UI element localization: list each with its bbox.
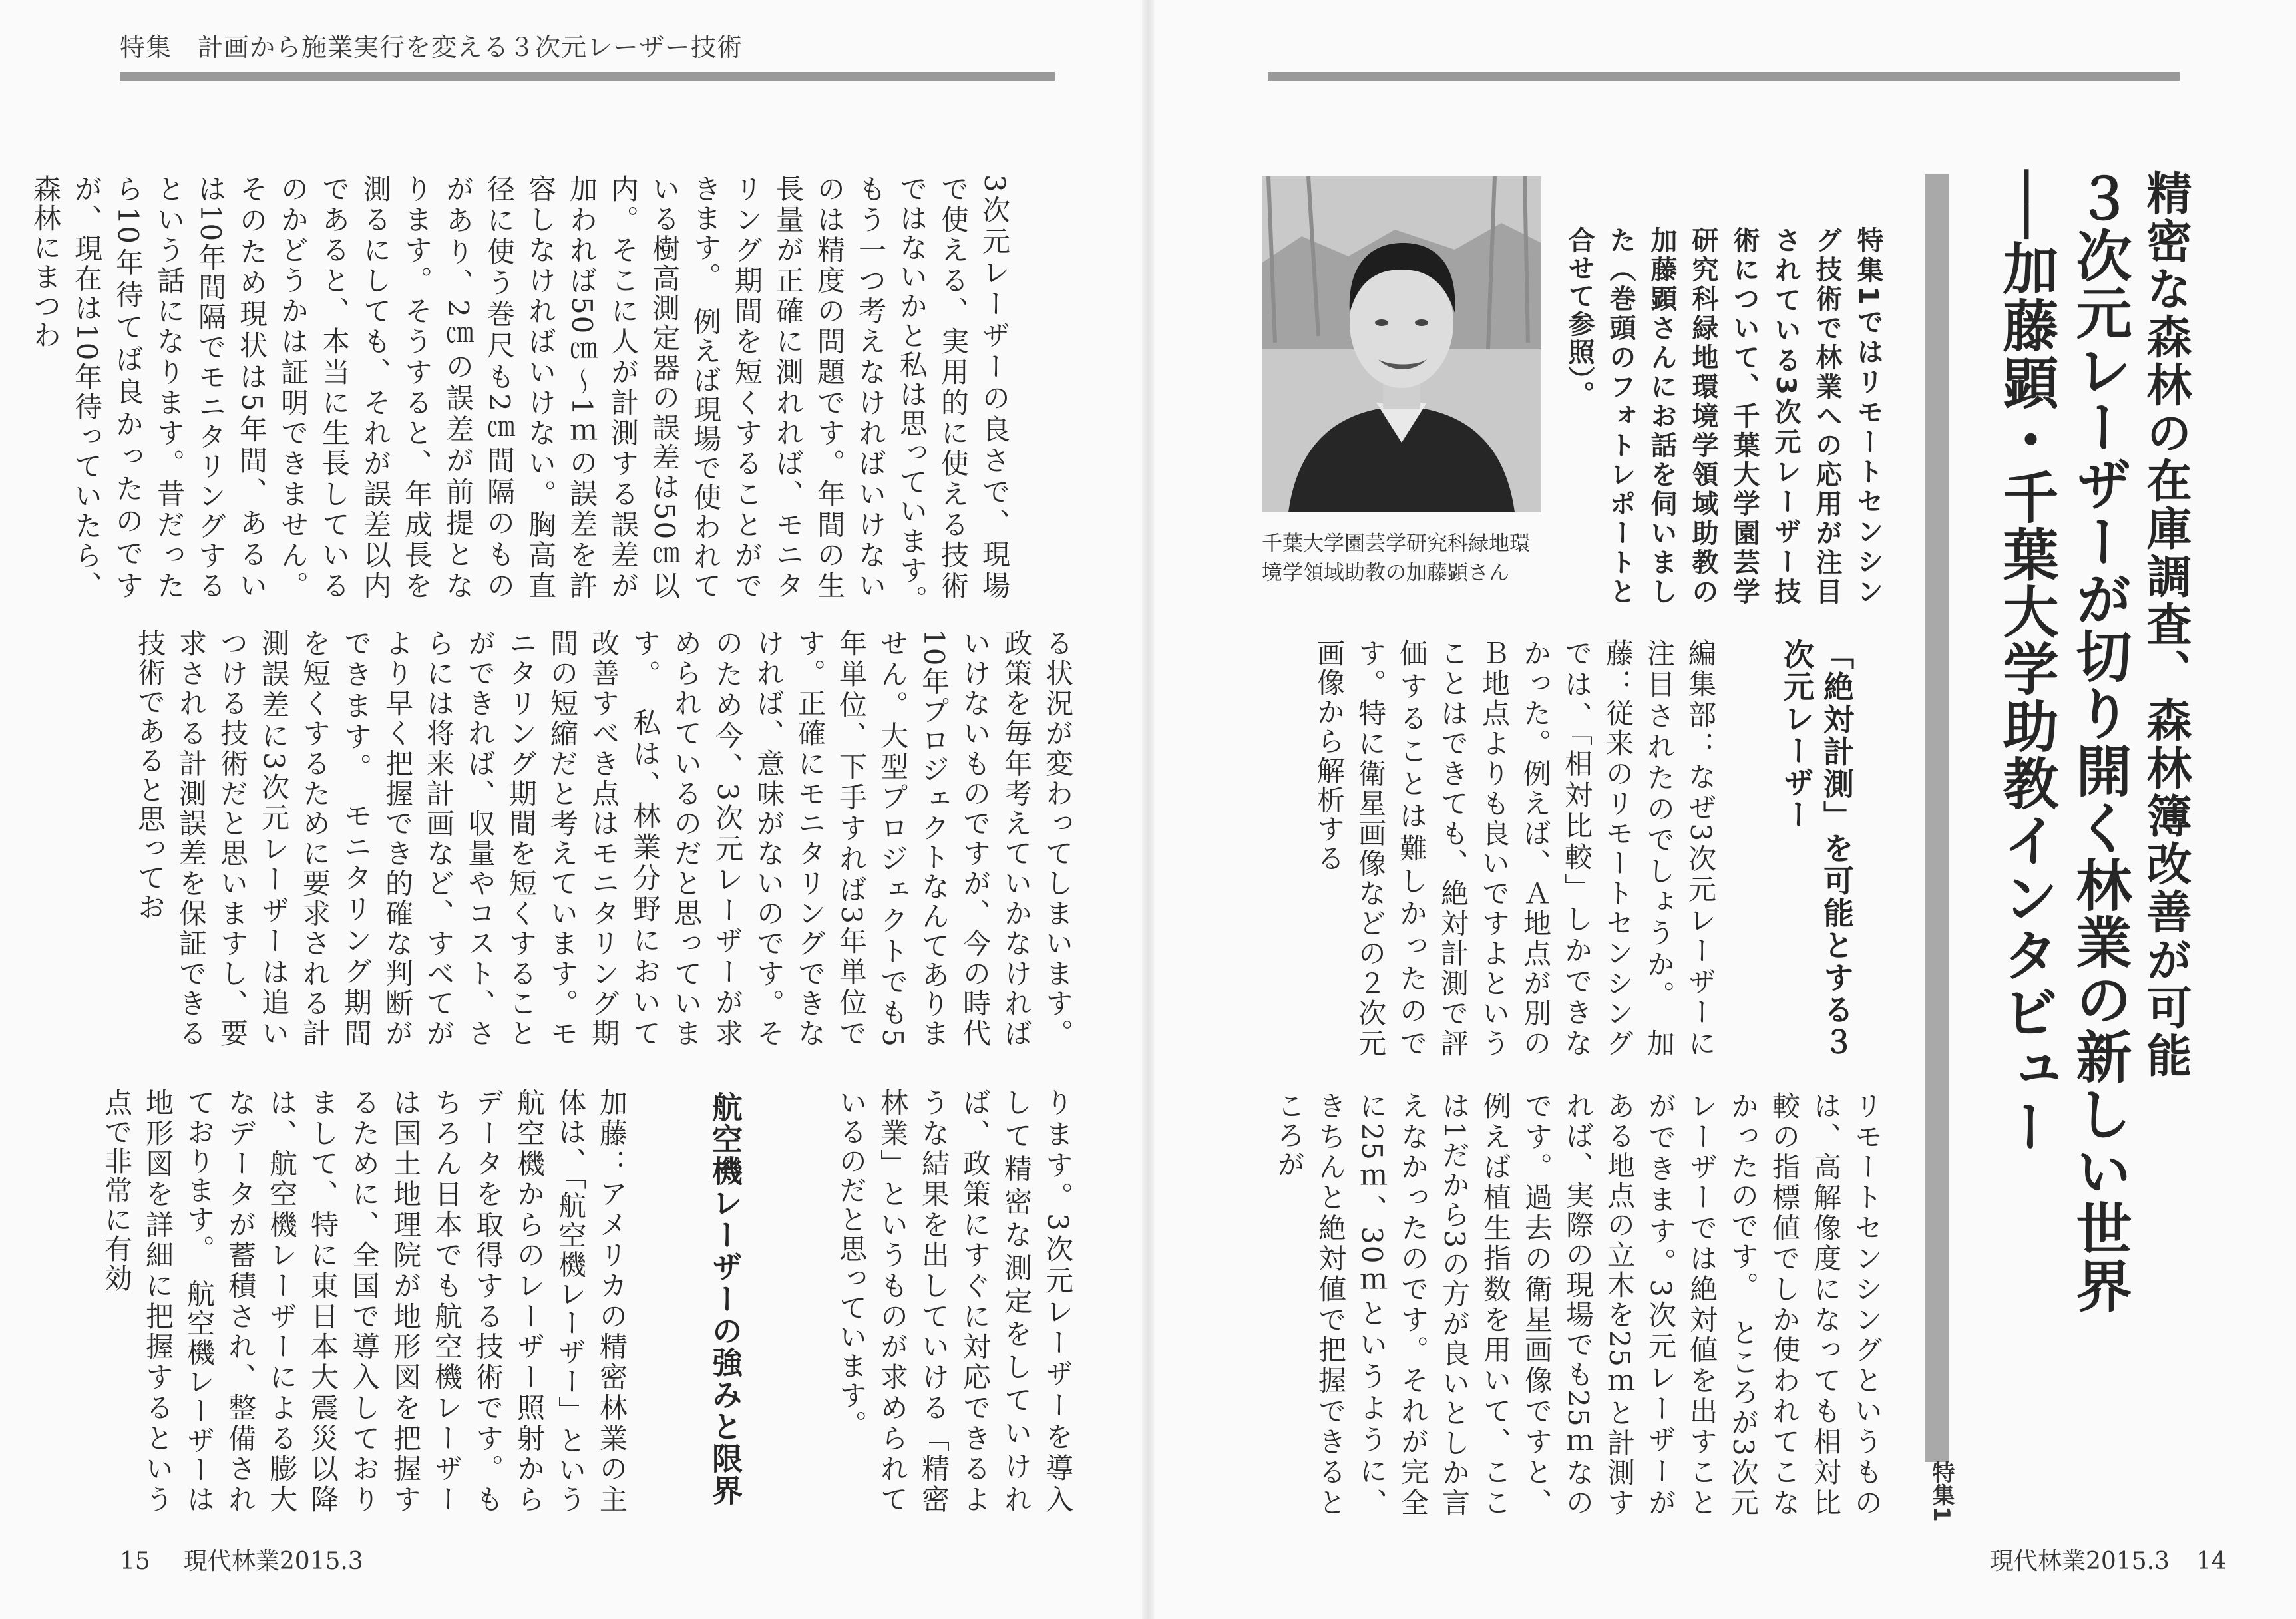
article-deck: 精密な森林の在庫調査、森林簿改善が可能 — [2139, 170, 2192, 1080]
right-body-upper: 編集部：なぜ3次元レーザーに注目されたのでしょうか。 加藤：従来のリモートセンシングでは、「相対比較」しかできなかった。例えば、Ａ地点が別のＢ地点よりも良いですよということはできても、絶対計測で評価することは難しかったのです。特に衛星画像などの２次元画像から解析する — [1313, 639, 1717, 1058]
left-body-lower-a: ります。3次元レーザーを導入して精密な測定をしていければ、政策にすぐに対応できるような結果を出していける「精密林業」というものが求められているのだと思っています。 — [835, 1088, 1074, 1514]
folio-left — [120, 1542, 363, 1576]
article-title-main: ３次元レーザーが切り開く林業の新しい世界 — [2067, 170, 2132, 1314]
header-rule-left — [120, 72, 1055, 81]
portrait-image — [1262, 176, 1541, 512]
right-body-lower: リモートセンシングというものは、高解像度になっても相対比較の指標値でしか使われてこなかったのです。 ところが3次元レーザーでは絶対値を出すことができます。3次元レーザーがある地点の立木を25ｍと計測すれば、実際の現場でも25ｍなのです。過去の衛星画像ですと、例えば植生指数を用いて、ここは1だから3の方が良いとしか言えなかったのです。それが完全に25ｍ、30ｍというように、きちんと絶対値で把握できるところが — [1273, 1091, 1883, 1517]
article-title-sub: ──加藤顕・千葉大学助教インタビュー — [1994, 170, 2059, 1156]
section-heading-aircraft-laser: 航空機レーザーの強みと限界 — [707, 1091, 743, 1507]
left-body-lower-b: 加藤：アメリカの精密林業の主体は、「航空機レーザー」という航空機からのレーザー照射からデータを取得する技術です。もちろん日本でも航空機レーザーは国土地理院が地形図を把握するために、全国で導入しておりまして、特に東日本大震災以降は、航空機レーザーによる膨大なデータが蓄積され、整備されております。 航空機レーザーは地形図を詳細に把握するという点で非常に有効 — [100, 1088, 628, 1515]
left-body-middle: る状況が変わってしまいます。政策を毎年考えていかなければいけないものですが、今の時代10年プロジェクトなんてありません。大型プロジェクトでも5年単位、下手すれば3年単位です。正確にモニタリングできなければ、意味がないのです。そのため今、3次元レーザーが求められているのだと思っています。 私は、林業分野において改善すべき点はモニタリング期間の短縮だと考えています。モニタリング期間を短くすることができれば、収量やコスト、さらには将来計画など、すべてがより早く把握でき的確な判断ができます。 モニタリング期間を短くするために要求される計測誤差に3次元レーザーは追いつける技術だと思いますし、要求される計測誤差を保証できる技術であると思ってお — [134, 629, 1074, 1048]
page-number-right: 14 — [2196, 1548, 2227, 1575]
spread-gutter — [1142, 0, 1154, 1619]
magazine-name-left: 現代林業2015.3 — [183, 1548, 363, 1575]
running-head: 特集 計画から施業実行を変える３次元レーザー技術 — [120, 33, 743, 62]
feature-tag: 特集1 — [1928, 1461, 1955, 1522]
interviewee-photo — [1262, 176, 1541, 512]
intro-text: 特集1ではリモートセンシング技術で林業への応用が注目されている3次元レーザー技術について、千葉大学園芸学研究科緑地環境学領域助教の加藤顕さんにお話を伺いました（巻頭のフォトレポートと合せて参照）。 — [1564, 226, 1883, 606]
section-heading-absolute-measurement: 「絶対計測」を可能とする３次元レーザー — [1779, 639, 1855, 1058]
page-number-left: 15 — [120, 1548, 150, 1575]
photo-caption: 千葉大学園芸学研究科緑地環境学領域助教の加藤顕さん — [1262, 532, 1530, 585]
left-body-upper: 3次元レーザーの良さで、現場で使える、実用的に使える技術ではないかと私は思っています。 もう一つ考えなければいけないのは精度の問題です。年間の生長量が正確に測れれば、モニタリング期間を短くすることができます。 例えば現場で使われている樹高測定器の誤差は50㎝以内。そこに人が計測する誤差が加われば50㎝〜1ｍの誤差を許容しなければいけない。胸高直径に使う巻尺も2㎝間隔のものがあり、2㎝の誤差が前提となります。そうすると、年成長を測るにしても、それが誤差以内であると、本当に生長しているのかどうかは証明できません。そのため現状は5年間、あるいは10年間隔でモニタリングするという話になります。昔だったら10年待てば良かったのですが、現在は10年待っていたら、森林にまつわ — [29, 174, 1011, 630]
feature-bar — [1925, 174, 1949, 1462]
magazine-name-right: 現代林業2015.3 — [1990, 1548, 2170, 1575]
header-rule-right — [1268, 72, 2180, 81]
folio-right — [1990, 1542, 2227, 1576]
